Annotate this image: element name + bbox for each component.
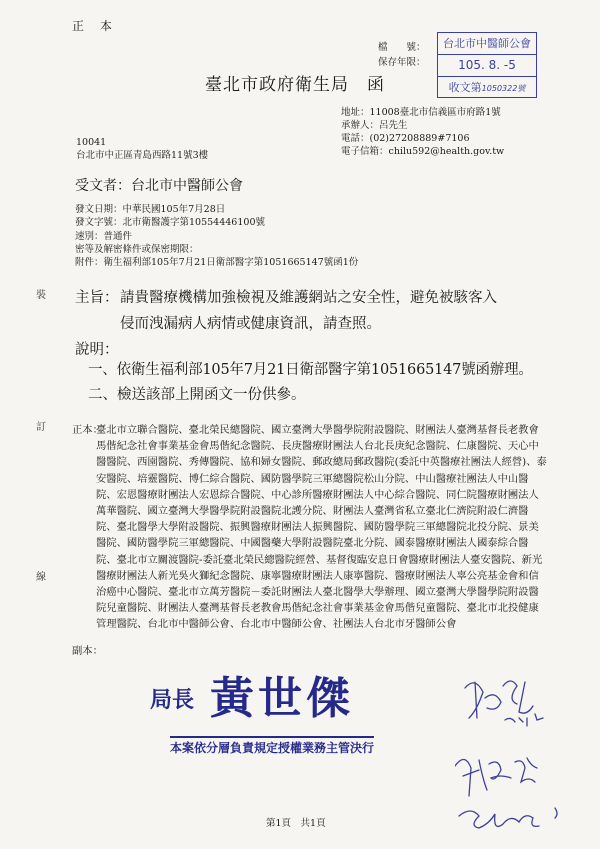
stamp-received — [438, 77, 536, 98]
subject-line-1: 請貴醫療機構加強檢視及維護網站之安全性，避免被駭客入 — [120, 290, 497, 306]
margin-mark-stitch: 訂 — [36, 422, 46, 433]
file-no-label: 檔 號： — [378, 42, 426, 53]
sender-address: 地址：11008臺北市信義區市府路1號 — [341, 107, 501, 118]
issue-date: 發文日期：中華民國105年7月28日 — [75, 204, 226, 215]
handwriting-date — [505, 714, 543, 726]
distribution-list: 臺北市立聯合醫院、臺北榮民總醫院、國立臺灣大學醫學院附設醫院、財團法人臺灣基督長老教會馬偕紀念社會事業基金會馬偕紀念醫院、長庚醫療財團法人台北長庚紀念醫院、仁康醫院、天心中醫醫院、西園醫院、秀傳醫院、協和婦女醫院、郵政總局郵政醫院(委託中英醫療社團法人經營)、泰安醫院、培靈醫院、博仁綜合醫院、國防醫學院三軍總醫院松山分院、中山醫療社團法人中山醫院、宏恩醫療財團法人宏恩綜合醫院、中心診所醫療財團法人中心綜合醫院、同仁院醫療財團法人萬華醫院、國立臺灣大學醫學院附設醫院北護分院、財團法人臺灣省私立臺北仁濟院附設仁濟醫院、臺北醫學大學附設醫院、振興醫療財團法人振興醫院、國防醫學院三軍總醫院北投分院、景美醫院、國防醫學院三軍總醫院、中國醫藥大學附設醫院臺北分院、國泰醫療財團法人國泰綜合醫院、臺北市立關渡醫院-委託臺北榮民總醫院經營、基督復臨安息日會醫療財團法人臺安醫院、新光醫療財團法人新光吳火獅紀念醫院、康寧醫療財團法人康寧醫院、醫療財團法人辜公亮基金會和信治癌中心醫院、臺北市立萬芳醫院－委託財團法人臺北醫學大學辦理、國立臺灣大學醫學院附設醫院兒童醫院、財團法人臺灣基督長老教會馬偕紀念社會事業基金會馬偕兒童醫院、臺北市北投健康管理醫院、台北市中醫師公會、台北市中醫師公會、社團法人台北市牙醫師公會 — [96, 424, 547, 631]
stamp-received-label: 收文第 — [448, 81, 482, 94]
margin-mark-bind: 裝 — [36, 290, 46, 301]
receipt-stamp — [437, 32, 537, 98]
signature-title: 局長 — [150, 688, 195, 713]
handwriting-scribble-2 — [503, 681, 533, 713]
subject-line-2: 侵而洩漏病人病情或健康資訊，請查照。 — [120, 316, 381, 332]
sender-email: 電子信箱：chilu592@health.gov.tw — [341, 146, 505, 157]
stamp-number: 1050322號 — [481, 84, 526, 93]
recipient-postcode: 10041 — [76, 137, 107, 148]
handwriting-scribble-3 — [455, 758, 537, 796]
distribution-label: 正本： — [72, 424, 103, 436]
page-number: 第1頁 共1頁 — [266, 818, 326, 829]
subject-label: 主旨： — [75, 290, 119, 306]
handwriting-scribble-4 — [459, 808, 557, 828]
explanation-item-1: 一、依衛生福利部105年7月21日衛部醫字第1051665147號函辦理。 — [88, 362, 533, 378]
handwriting-scribble-1 — [465, 682, 501, 718]
doc-number: 發文字號：北市衛醫護字第10554446100號 — [75, 217, 265, 228]
explanation-label: 說明： — [75, 342, 119, 358]
handwritten-annotations — [455, 668, 565, 838]
margin-mark-line: 線 — [36, 572, 46, 583]
cc-label: 副本： — [72, 645, 103, 657]
signature-name: 黃世傑 — [210, 673, 354, 724]
retention-label: 保存年限： — [378, 57, 426, 68]
addressee: 受文者：台北市中醫師公會 — [75, 178, 243, 194]
stamp-org: 台北市中醫師公會 — [438, 33, 536, 55]
attachment: 附件：衛生福利部105年7月21日衛部醫字第1051665147號函1份 — [75, 257, 359, 268]
speed: 速別：普通件 — [75, 231, 133, 242]
recipient-address: 台北市中正區青島西路11號3樓 — [76, 150, 209, 161]
sender-phone: 電話：(02)27208889#7106 — [341, 133, 470, 144]
sender-handler: 承辦人：呂先生 — [341, 120, 408, 131]
stamp-date: 105. 8. -5 — [438, 55, 536, 77]
page-title: 臺北市政府衛生局 函 — [205, 75, 385, 95]
signature-note: 本案依分層負責規定授權業務主管決行 — [170, 736, 374, 756]
copy-type: 正 本 — [72, 19, 118, 33]
security: 密等及解密條件或保密期限： — [75, 244, 199, 255]
explanation-item-2: 二、檢送該部上開函文一份供參。 — [88, 387, 306, 403]
